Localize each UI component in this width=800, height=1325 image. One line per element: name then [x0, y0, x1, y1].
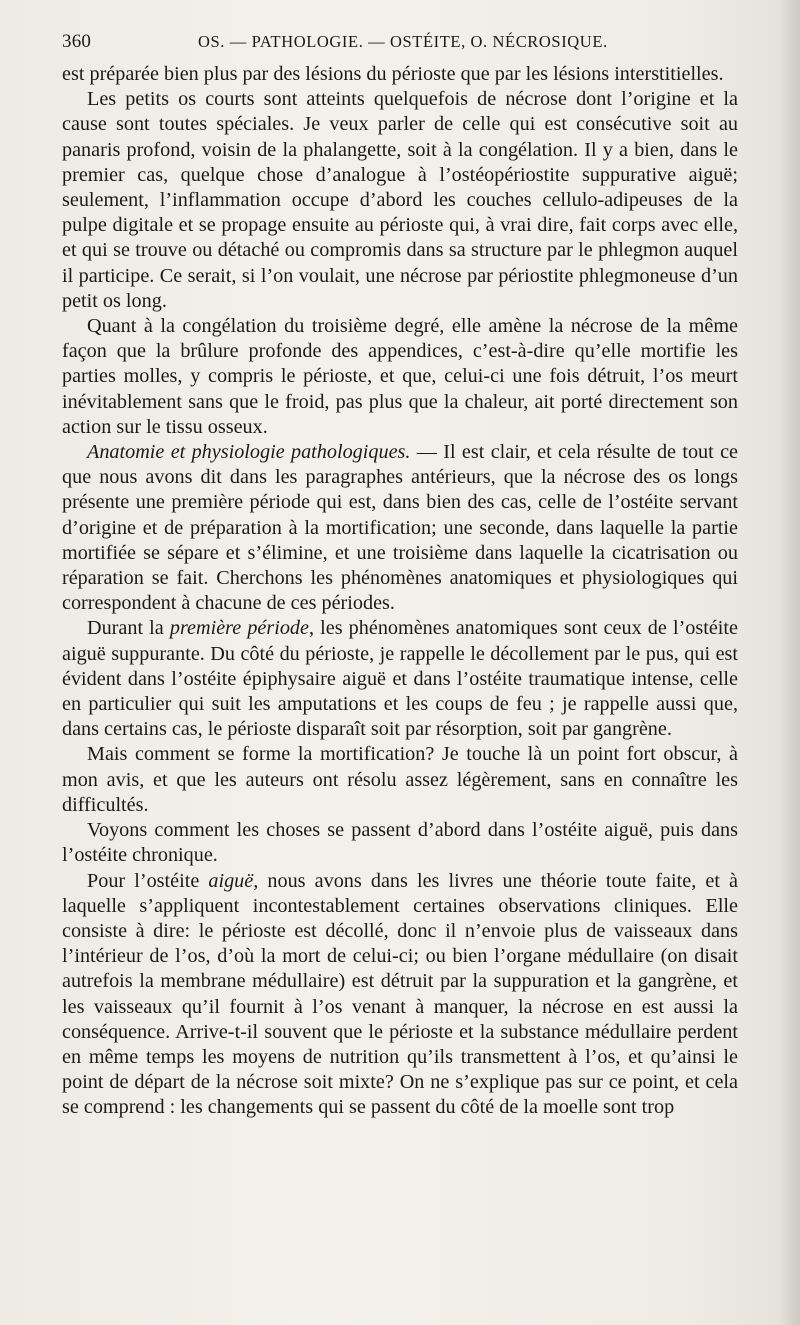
italic-term: aiguë: [208, 869, 254, 892]
paragraph-congelation: Quant à la congélation du troisième degré, elle amène la nécrose de la même façon que la brûlure profonde des appendices, c’est-à-dire qu’elle mortifie les parties molles, y compris le périoste, et que, celui-ci une fois détruit, l’os meurt inévitablement sans que le froid, pas plus que la chaleur, ait porté directement son action sur le tissu osseux.: [62, 315, 738, 438]
page-header: [62, 31, 738, 55]
section-heading-italic: Anatomie et physiologie pathologiques.: [87, 441, 411, 464]
page-edge-shadow: [778, 0, 800, 1325]
paragraph-mortification: Mais comment se forme la mortification? Je touche là un point fort obscur, à mon avis, et que les auteurs ont résolu assez légèrement, sans en connaître les difficultés.: [62, 743, 738, 816]
running-head: OS. — PATHOLOGIE. — OSTÉITE, O. NÉCROSIQUE.: [198, 32, 608, 51]
paragraph-osteite-aigue: Pour l’ostéite aiguë, nous avons dans les livres une théorie toute faite, et à laquelle s’appliquent incontestablement certaines observations cliniques. Elle consiste à dire: le périoste est décollé, donc il n’envoie plus de vaisseaux dans l’intérieur de l’os, d’où la mort de celui-ci; ou bien l’organe médullaire (on disait autrefois la membrane médullaire) est détruit par la suppuration et la gangrène, et les vaisseaux qu’il fournit à l’os venant à manquer, la nécrose en est aussi la conséquence. Arrive-t-il souvent que le périoste et la substance médullaire perdent en même temps les moyens de nutrition qu’ils transmettent à l’os, et qu’ainsi le point de départ de la nécrose soit mixte? On ne s’explique pas sur ce point, et cela se comprend : les changements qui se passent du côté de la moelle sont trop: [62, 869, 738, 1119]
page-number: 360: [62, 31, 92, 52]
paragraph-premiere-periode: Durant la première période, les phénomènes anatomiques sont ceux de l’ostéite aiguë suppurante. Du côté du périoste, je rappelle le décollement par le pus, qui est évident dans l’ostéite épiphysaire aiguë et dans l’ostéite traumatique intense, celle en particulier qui suit les amputations et les coups de feu ; je rappelle aussi que, dans certains cas, le périoste disparaît soit par résorption, soit par gangrène.: [62, 617, 738, 741]
italic-term: première période: [169, 617, 309, 640]
paragraph-continuation: est préparée bien plus par des lésions du périoste que par les lésions interstitielles.: [62, 63, 724, 85]
paragraph-voyons: Voyons comment les choses se passent d’abord dans l’ostéite aiguë, puis dans l’ostéite chronique.: [62, 819, 738, 867]
paragraph-petits-os-courts: Les petits os courts sont atteints quelquefois de nécrose dont l’origine et la cause sont toutes spéciales. Je veux parler de celle qui est consécutive soit au panaris profond, voisin de la phalangette, soit à la congélation. Il y a bien, dans le premier cas, quelque chose d’analogue à l’ostéopériostite suppurative aiguë; seulement, l’inflammation occupe d’abord les couches cellulo-adipeuses de la pulpe digitale et se propage ensuite au périoste qui, à vrai dire, fait corps avec elle, et qui se trouve ou détaché ou compromis dans sa structure par le phlegmon auquel il participe. Ce serait, si l’on voulait, une nécrose par périostite phlegmoneuse d’un petit os long.: [62, 88, 738, 312]
body-text: [62, 62, 738, 1121]
paragraph-anatomie: Anatomie et physiologie pathologiques. — Il est clair, et cela résulte de tout ce que nous avons dit dans les paragraphes antérieurs, que la nécrose des os longs présente une première période qui est, dans bien des cas, celle de l’ostéite servant d’origine et de préparation à la mortification; une seconde, dans laquelle la partie mortifiée se sépare et s’élimine, et une troisième dans laquelle la cicatrisation ou réparation se fait. Cherchons les phénomènes anatomiques et physiologiques qui correspondent à chacune de ces périodes.: [62, 441, 738, 615]
